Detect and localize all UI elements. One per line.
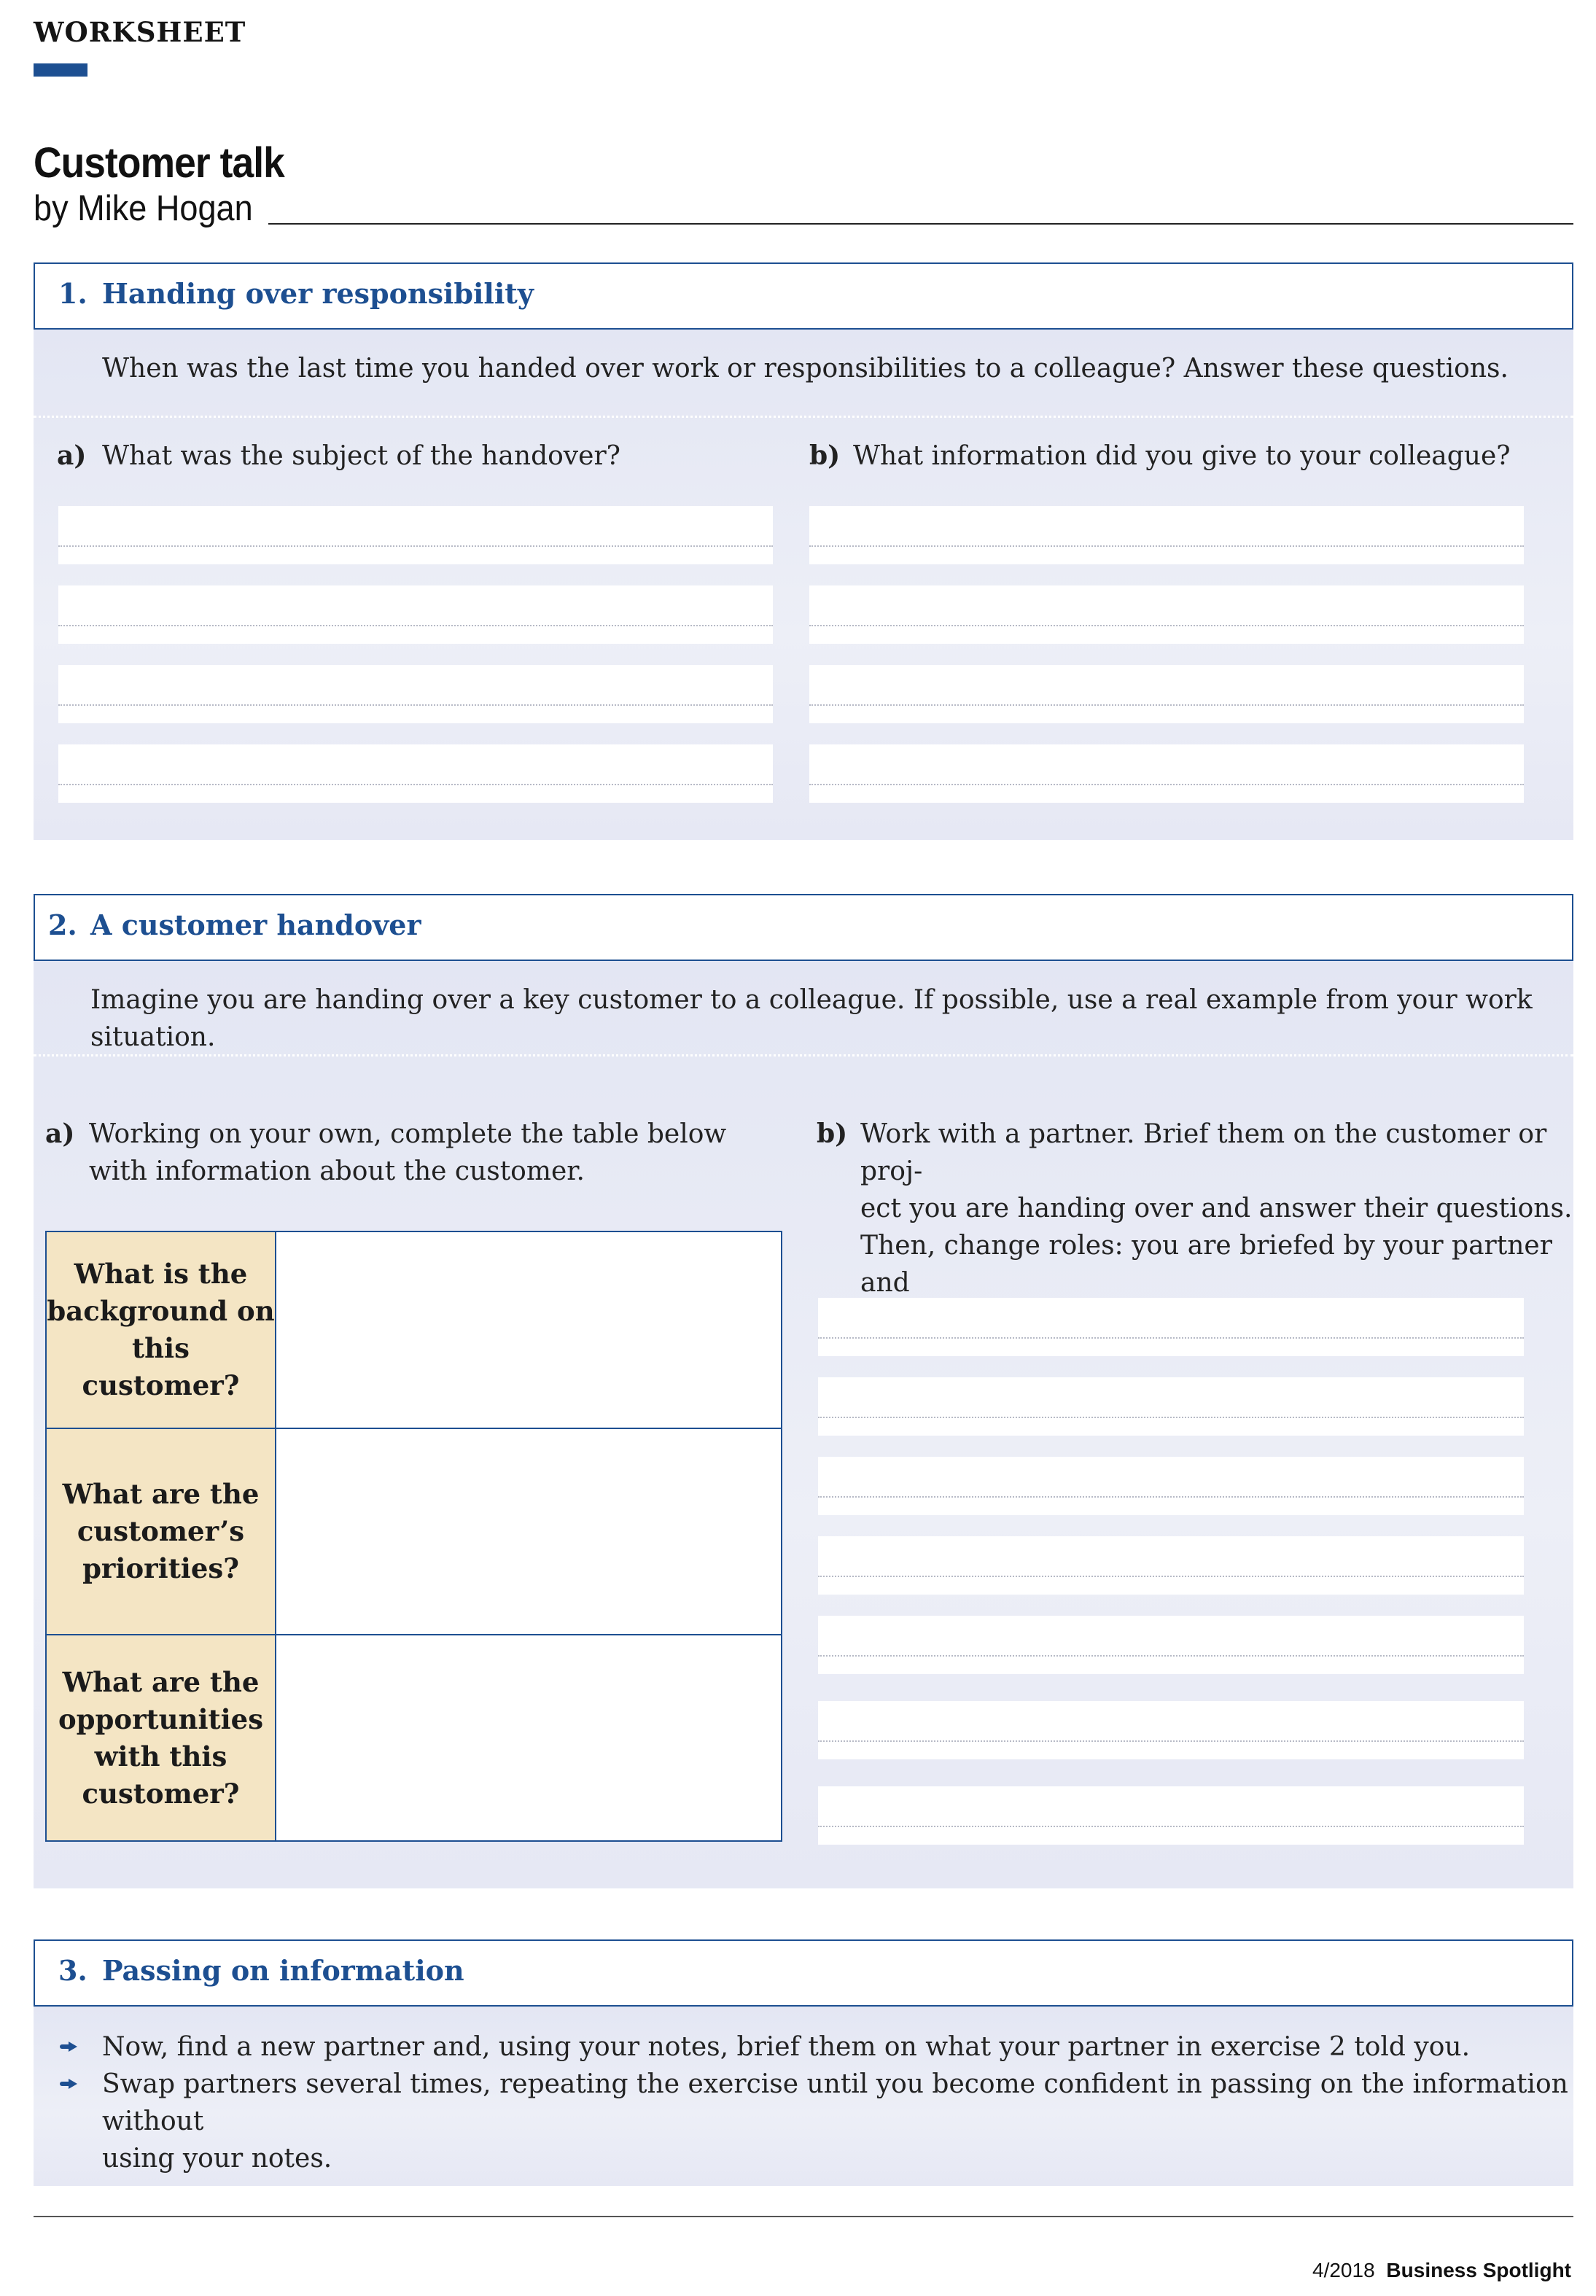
- section2-separator: [34, 1054, 1573, 1056]
- table-row: [46, 1428, 782, 1635]
- table-row: [46, 1635, 782, 1841]
- table-question-line: this: [132, 1332, 190, 1364]
- table-question-line: customer?: [82, 1777, 240, 1810]
- accent-bar: [34, 63, 87, 77]
- notes-line-2[interactable]: [818, 1377, 1524, 1436]
- section2-a-line-2: with information about the customer.: [89, 1156, 585, 1186]
- section3-number: 3.: [58, 1954, 87, 1987]
- section1-number: 1.: [58, 277, 87, 310]
- arrow-bullet-icon: [60, 2080, 77, 2087]
- table-question-line: What is the: [74, 1258, 248, 1290]
- footer-magazine: Business Spotlight: [1386, 2259, 1571, 2281]
- byline: by Mike Hogan: [34, 189, 253, 228]
- table-question-opportunities: [46, 1635, 276, 1841]
- section1-intro: When was the last time you handed over work or responsibilities to a colleague? Answer these questions.: [102, 354, 1509, 384]
- notes-line-3[interactable]: [818, 1457, 1524, 1515]
- answer-line-1b-4[interactable]: [809, 744, 1524, 803]
- section3-header: [34, 1939, 1573, 2007]
- table-answer-opportunities[interactable]: [276, 1635, 782, 1841]
- notes-line-1[interactable]: [818, 1298, 1524, 1356]
- notes-line-7[interactable]: [818, 1786, 1524, 1845]
- section2-a-line-1: Working on your own, complete the table below: [89, 1119, 727, 1149]
- section2-intro: Imagine you are handing over a key customer to a colleague. If possible, use a real example from your work situation.: [90, 985, 1533, 1052]
- answer-line-1a-4[interactable]: [58, 744, 773, 803]
- section2-b-line-2: ect you are handing over and answer their questions.: [860, 1194, 1573, 1223]
- section1-header: [34, 262, 1573, 330]
- section1-heading: Handing over responsibility: [102, 277, 534, 310]
- section2-number: 2.: [48, 908, 77, 941]
- page-title: Customer talk: [34, 139, 284, 187]
- answer-line-1b-3[interactable]: [809, 665, 1524, 723]
- section2-header: [34, 894, 1573, 961]
- section1-a-question: What was the subject of the handover?: [102, 441, 620, 471]
- table-question-line: customer’s: [77, 1515, 245, 1547]
- answer-line-1b-2[interactable]: [809, 585, 1524, 644]
- table-question-line: background on: [47, 1295, 275, 1327]
- notes-line-4[interactable]: [818, 1536, 1524, 1595]
- customer-info-table: [45, 1231, 782, 1842]
- notes-line-5[interactable]: [818, 1616, 1524, 1674]
- answer-line-1b-1[interactable]: [809, 506, 1524, 564]
- section2-b-line-3: Then, change roles: you are briefed by your partner and: [860, 1231, 1552, 1298]
- section2-a-text: [89, 1116, 726, 1190]
- section1-b-label: b): [809, 440, 841, 471]
- table-question-line: priorities?: [82, 1552, 239, 1584]
- answer-line-1a-1[interactable]: [58, 506, 773, 564]
- table-question-line: customer?: [82, 1369, 240, 1401]
- footer: [1312, 2259, 1571, 2282]
- section3-bullet-2-line-2: using your notes.: [102, 2144, 332, 2174]
- section2-a-label: a): [45, 1118, 75, 1149]
- arrow-bullet-icon: [60, 2043, 77, 2050]
- table-question-priorities: [46, 1428, 276, 1635]
- section3-bullet-1: Now, find a new partner and, using your notes, brief them on what your partner in exercise 2 told you.: [102, 2032, 1471, 2062]
- table-question-line: What are the: [62, 1665, 260, 1698]
- section2-b-line-1: Work with a partner. Brief them on the customer or proj-: [860, 1119, 1547, 1186]
- table-row: [46, 1231, 782, 1428]
- section1-separator: [34, 416, 1573, 418]
- table-question-line: with this: [94, 1740, 227, 1772]
- table-question-line: opportunities: [58, 1702, 264, 1735]
- answer-line-1a-2[interactable]: [58, 585, 773, 644]
- table-question-background: [46, 1231, 276, 1428]
- notes-line-6[interactable]: [818, 1701, 1524, 1759]
- section1-a-label: a): [57, 440, 87, 471]
- table-question-line: What are the: [62, 1478, 260, 1510]
- section3-heading: Passing on information: [102, 1954, 464, 1987]
- section2-b-label: b): [817, 1118, 848, 1149]
- footer-rule: [34, 2216, 1573, 2217]
- section3-bullet-2: [102, 2066, 1596, 2177]
- section1-b-question: What information did you give to your colleague?: [853, 441, 1511, 471]
- footer-issue: 4/2018: [1312, 2259, 1375, 2281]
- answer-line-1a-3[interactable]: [58, 665, 773, 723]
- section2-heading: A customer handover: [90, 908, 421, 941]
- worksheet-label: WORKSHEET: [34, 16, 246, 48]
- table-answer-background[interactable]: [276, 1231, 782, 1428]
- title-rule: [268, 223, 1573, 225]
- section3-bullet-2-line-1: Swap partners several times, repeating the exercise until you become confident in passing on the information without: [102, 2069, 1568, 2136]
- table-answer-priorities[interactable]: [276, 1428, 782, 1635]
